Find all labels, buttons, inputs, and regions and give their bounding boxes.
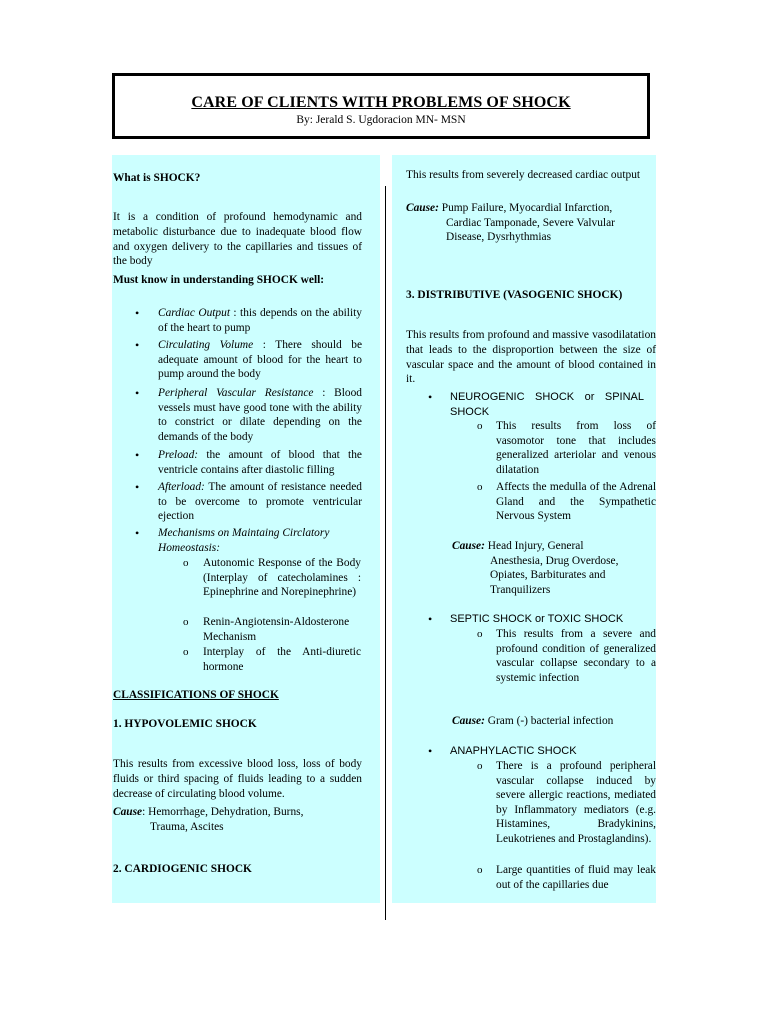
document-title: CARE OF CLIENTS WITH PROBLEMS OF SHOCK (191, 94, 571, 111)
classifications-heading: CLASSIFICATIONS OF SHOCK (113, 689, 279, 701)
neurogenic-sub-item-2: o Affects the medulla of the Adrenal Gland and the Sympathetic Nervous System (477, 481, 656, 523)
shock-definition: It is a condition of profound hemodynamic and metabolic disturbance due to inadequate blood flow and oxygen delivery to the capillaries and tissues of the body (113, 211, 362, 268)
bullet-icon: • (428, 612, 433, 626)
circle-bullet-icon: o (183, 646, 189, 658)
septic-cause: Cause: Gram (-) bacterial infection (452, 715, 614, 727)
circle-bullet-icon: o (477, 760, 483, 772)
anaphylactic-sub-item-2: o Large quantities of fluid may leak out of the capillaries due (477, 864, 656, 891)
anaphylactic-shock-item: • ANAPHYLACTIC SHOCK (428, 744, 577, 758)
hypovolemic-description: This results from excessive blood loss, loss of body fluids or third spacing of fluids leading to a sudden decrease of circulating blood volume. (113, 758, 362, 800)
hypovolemic-heading: 1. HYPOVOLEMIC SHOCK (113, 718, 257, 730)
list-item-peripheral-resistance: • Peripheral Vascular Resistance : Blood vessels must have good tone with the ability to constrict or dilate depending on the demands of the body (135, 386, 362, 443)
neurogenic-cause: Cause: Head Injury, General Anesthesia, Drug Overdose, Opiates, Barbiturates and Tranquilizers (452, 540, 619, 596)
sub-item-adh: o Interplay of the Anti-diuretic hormone (183, 646, 361, 673)
title-box (112, 73, 650, 139)
cause-label: Cause: (452, 715, 485, 727)
list-item-mechanisms: • Mechanisms on Maintaing Circlatory Homeostasis: (135, 526, 330, 554)
circle-bullet-icon: o (477, 864, 483, 876)
list-item-circulating-volume: • Circulating Volume : There should be adequate amount of blood for the heart to pump around the body (135, 338, 363, 381)
sub-item-autonomic: o Autonomic Response of the Body (Interplay of catecholamines : Epinephrine and Norepinephrine) (183, 557, 361, 599)
circle-bullet-icon: o (477, 628, 483, 640)
neurogenic-sub-item-1: o This results from loss of vasomotor tone that includes generalized arteriolar and venous dilatation (477, 420, 656, 476)
bullet-icon: • (135, 526, 140, 540)
cardiogenic-description: This results from severely decreased cardiac output (406, 169, 641, 182)
circle-bullet-icon: o (477, 481, 483, 493)
column-divider (385, 186, 386, 920)
neurogenic-shock-item: • NEUROGENIC SHOCK or SPINAL SHOCK (428, 390, 644, 418)
list-item-preload: • Preload: the amount of blood that the ventricle contains after diastolic filling (135, 448, 362, 476)
distributive-description: This results from profound and massive vasodilatation that leads to the disproportion between the size of vascular space and the amount of blood contained in it. (406, 329, 656, 386)
bullet-icon: • (135, 338, 140, 352)
cardiogenic-heading: 2. CARDIOGENIC SHOCK (113, 863, 252, 875)
bullet-icon: • (135, 448, 140, 462)
cause-label: Cause (113, 806, 143, 818)
circle-bullet-icon: o (183, 616, 189, 628)
bullet-icon: • (135, 306, 140, 320)
septic-shock-item: • SEPTIC SHOCK or TOXIC SHOCK (428, 612, 624, 626)
cause-label: Cause: (452, 540, 485, 552)
circle-bullet-icon: o (183, 557, 189, 569)
septic-sub-item: o This results from a severe and profound condition of generalized vascular collapse secondary to a systemic infection (477, 628, 656, 684)
bullet-icon: • (135, 386, 140, 400)
circle-bullet-icon: o (477, 420, 483, 432)
bullet-icon: • (135, 480, 140, 494)
cause-label: Cause: (406, 202, 439, 214)
cardiogenic-cause: Cause: Pump Failure, Myocardial Infarction, Cardiac Tamponade, Severe Valvular Disease, Dysrhythmias (406, 202, 615, 244)
sub-item-raas: o Renin-Angiotensin-Aldosterone Mechanism (183, 616, 350, 643)
list-item-cardiac-output: • Cardiac Output : this depends on the ability of the heart to pump (135, 306, 362, 334)
distributive-heading: 3. DISTRIBUTIVE (VASOGENIC SHOCK) (406, 289, 623, 301)
anaphylactic-sub-item-1: o There is a profound peripheral vascular collapse induced by severe allergic reactions, mediated by Inflammatory mediators (e.g. Histamines, Bradykinins, Leukotrienes and Prostaglandins). (477, 760, 656, 845)
document-author: By: Jerald S. Ugdoracion MN- MSN (296, 114, 466, 126)
bullet-icon: • (428, 744, 433, 758)
what-is-shock-heading: What is SHOCK? (113, 172, 201, 184)
bullet-icon: • (428, 390, 433, 404)
list-item-afterload: • Afterload: The amount of resistance needed to be overcome to promote ventricular ejection (135, 480, 362, 523)
must-know-heading: Must know in understanding SHOCK well: (113, 274, 325, 286)
hypovolemic-cause: Cause: Hemorrhage, Dehydration, Burns, Trauma, Ascites (113, 806, 304, 833)
